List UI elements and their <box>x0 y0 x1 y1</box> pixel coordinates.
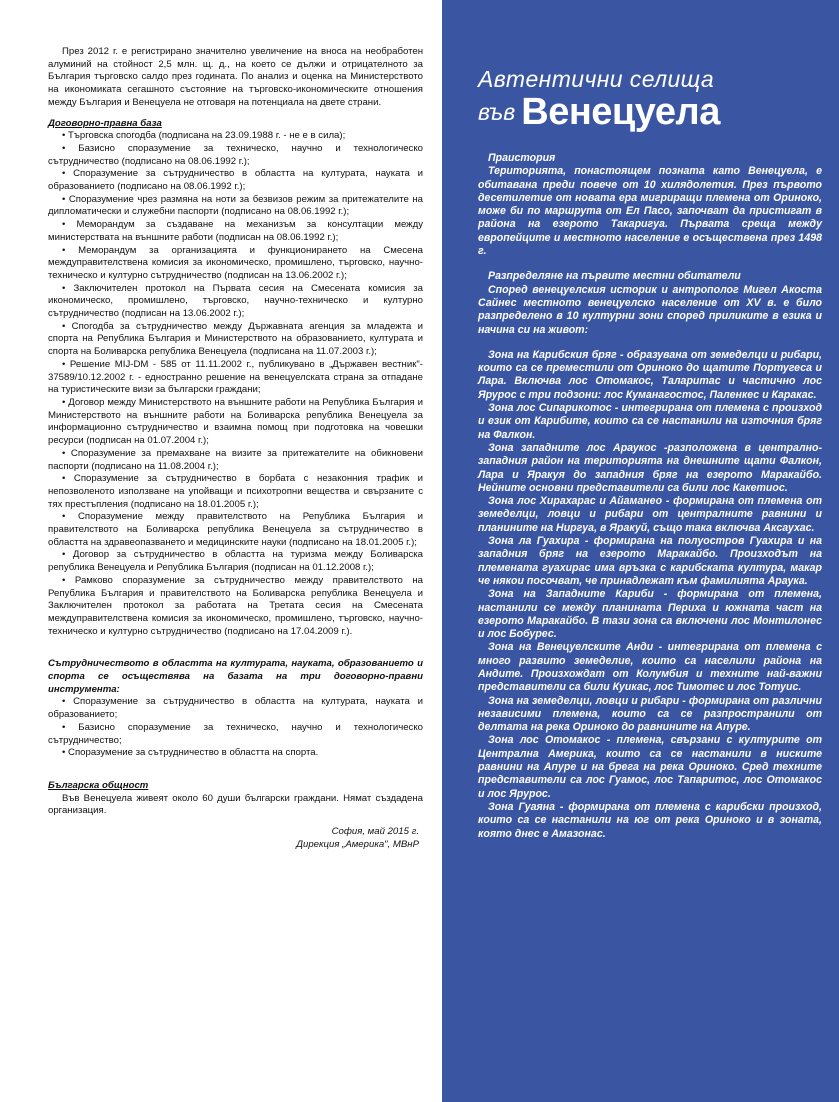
zone-name: Зона Гуаяна <box>488 800 556 813</box>
right-panel <box>442 0 839 1102</box>
legal-item: • Споразумение чрез размяна на ноти за безвизов режим за притежателите на дипломатически и служебни паспорти (подписано на 08.06.1992 г.); <box>48 193 423 218</box>
legal-item: • Меморандум за организацията и функционирането на Смесена междуправителствена комисия за икономическо, промишлено, търговско, научно-техническо и културно сътрудничество (подписан на 13.06.2002 г.); <box>48 244 423 281</box>
zone-item <box>478 402 822 442</box>
zone-description: - интегрирана от племена с произход и език от Карибите, които са се настанили на източния бряг на Фалкон. <box>478 402 822 441</box>
zone-name: Зона ла Гуахира <box>488 535 580 548</box>
legal-item: • Договор за сътрудничество в областта на туризма между Боливарска република Венецуела и Република България (подписан на 01.12.2008 г.); <box>48 549 423 574</box>
article-title <box>478 66 828 132</box>
zone-name: Зона западните лос Араукос <box>488 441 657 454</box>
zone-name: Зона на Венецуелските Анди <box>488 641 654 654</box>
legal-item: • Търговска спогодба (подписана на 23.09.1988 г. - не е в сила); <box>62 130 346 142</box>
legal-item: • Договор между Министерството на външните работи на Република България и Министерството на външните работи на Боливарска република Венецуела за информационно сътрудничество и взаимна помощ при подготовка на човешки ресурси (подписан на 01.07.2004 г.); <box>48 396 423 447</box>
prehistory-text: Територията, понастоящем позната като Венецуела, е обитавана преди повече от 10 хилядолетия. През първото десетилетие от новата ера мигриращи племена от Ориноко, може би по маршрута от Ел Пасо, започват да пристигат в района на езерото Такаригуа. Първата среща между европейците и местното население е осъществена през 1498 г. <box>478 165 822 258</box>
zone-description: - формирана от различни независими племена, които са се разпространили от делтата на река Ориноко до равнините на Апуре. <box>478 694 822 734</box>
title-main: Венецуела <box>521 91 720 133</box>
zone-description: - интегрирана от племена с много развито земеделие, които са населили района на Андите. Произхождат от Колумбия и техните най-важни представители са били Куикас, лос Тимотес и лос Тотуис. <box>478 641 822 694</box>
zone-item <box>478 641 822 694</box>
culture-heading: Сътрудничеството в областта на културата, науката, образованието и спорта се осъществява на базата на три договорно-правни инструмента: <box>48 658 423 695</box>
title-line-2 <box>478 92 828 132</box>
zone-name: Зона лос Хирахарас и Айаманео <box>488 495 663 508</box>
zone-name: Зона на Западните Кариби <box>488 588 654 601</box>
community-text: Във Венецуела живеят около 60 души български граждани. Нямат създадена организация. <box>48 792 423 817</box>
zone-item <box>478 349 822 402</box>
culture-item: • Базисно споразумение за техническо, научно и технологическо сътрудничество; <box>48 721 423 746</box>
legal-item: • Споразумение за сътрудничество в областта на културата, науката и образованието (подписано на 08.06.1992 г.); <box>48 168 423 193</box>
legal-item: • Базисно споразумение за техническо, научно и технологическо сътрудничество (подписано на 08.06.1992 г.); <box>48 142 423 167</box>
prehistory-heading: Праистория <box>488 152 556 164</box>
legal-item: • Споразумение за сътрудничество в борбата с незаконния трафик и непозволеното използване на упойващи и психотропни вещества и свързаните с тях престъпления (подписано на 18.01.2005 г.); <box>48 473 423 510</box>
zone-description: - образувана от земеделци и рибари, които са се преместили от Ориноко до щатите Португеса и Лара. Включва лос Отомакос, Таларитас и частично лос Ярурос с три подзони: лос Куманагостос, Паленкес и Каракас. <box>478 348 822 401</box>
culture-list <box>48 696 423 760</box>
zone-name: Зона лос Сипарикотос <box>488 402 612 415</box>
zone-item <box>478 495 822 535</box>
legal-item: • Решение MIJ-DM - 585 от 11.11.2002 г., публикувано в „Държавен вестник"- 37589/10.12.2002 г. - едностранно решение на венецуелската страна за отпадане на туристическите визи за български граждани; <box>48 358 423 396</box>
legal-item: • Спогодба за сътрудничество между Държавната агенция за младежта и спорта на Република България и Министерството на образованието, културата и спорта на Боливарска република Венецуела (подписана на 11.07.2003 г.); <box>48 320 423 358</box>
zone-name: Зона лос Отомакос <box>488 734 601 747</box>
community-heading: Българска общност <box>48 779 149 791</box>
legal-item: • Споразумение между правителството на Република България и правителството на Боливарска република Венецуела за сътрудничество в областта на здравеопазването и медицинските науки (подписано на 18.01.2005 г.); <box>48 511 423 548</box>
right-text-block <box>478 152 822 841</box>
legal-item: • Заключителен протокол на Първата сесия на Смесената комисия за икономическо, промишлено, търговско, научно-техническо и културно сътрудничество (подписан на 13.06.2002 г.); <box>48 282 423 320</box>
zone-item <box>478 588 822 641</box>
zone-item <box>478 734 822 800</box>
zone-description: - формирана от племена, настанили се между планината Периха и южната част на езерото Маракайбо. В тази зона са включени лос Монтилонес и лос Бобурес. <box>478 588 822 641</box>
zone-name: Зона на Карибския бряг <box>488 348 617 361</box>
zone-description: - племена, свързани с културите от Централна Америка, които са се настанили в ниските равнини на Апуре и на брега на река Ориноко. Сред техните представители са лос Гуамос, лос Тапаритос, лос Отомакос и лос Ярурос. <box>478 734 822 800</box>
distribution-heading: Разпределяне на първите местни обитатели <box>488 270 741 283</box>
zone-item <box>478 535 822 588</box>
legal-item: • Меморандум за създаване на механизъм за консултации между министерствата на външните работи (подписан на 08.06.1992 г.); <box>48 219 423 243</box>
zone-description: - формирана от племена от земеделци, ловци и рибари от централните равнини и планините на Ниргуа, в Яракуй, също така включва Аксаухас. <box>478 495 822 534</box>
signature-org: Дирекция „Америка", МВнР <box>296 838 419 850</box>
signature-place: София, май 2015 г. <box>331 826 419 838</box>
left-text-block <box>48 46 423 851</box>
legal-item: • Споразумение за премахване на визите за притежателите на обикновени паспорти (подписано на 11.08.2004 г.); <box>48 447 423 472</box>
legal-item: • Рамково споразумение за сътрудничество между правителството на Република България и правителството на Боливарска република Венецуела и Заключителен протокол за работата на Третата сесия на Смесената междуправителствена комисия за икономическо, промишлено, търговско, научно-техническо и културно сътрудничество (подписано на 17.04.2009 г.). <box>48 574 423 637</box>
legal-list <box>48 130 423 638</box>
culture-item: • Споразумение за сътрудничество в областта на културата, науката и образованието; <box>48 696 423 721</box>
zone-description: -разположена в централно-западния район на територията на днешните щати Фалкон, Лара и Яракуя до западния бряг на езерото Маракайбо. Нейните основни представители са били лос Какетиос. <box>478 441 822 494</box>
zone-item <box>478 801 822 841</box>
distribution-text: Според венецуелския историк и антрополог Мигел Акоста Сайнес местното венецуелско население от XV в. е било разпределено в 10 културни зони според приликите в езика и начина си на живот: <box>478 283 822 336</box>
zone-item <box>478 442 822 495</box>
legal-heading: Договорно-правна база <box>48 117 162 129</box>
zone-name: Зона на земеделци, ловци и рибари <box>488 694 680 707</box>
culture-item: • Споразумение за сътрудничество в областта на спорта. <box>62 747 319 759</box>
zone-item <box>478 695 822 735</box>
title-prefix: във <box>478 99 516 125</box>
title-line-1: Автентични селища <box>478 66 715 92</box>
intro-paragraph: През 2012 г. е регистрирано значително увеличение на вноса на необработен алуминий на стойност 2,5 млн. щ. д., на което се дължи и отрицателното за България търговско салдо през годината. По анализ и оценка на Министерството на икономиката сегашното състояние на търговско-икономическите отношения между България и Венецуела не отговаря на потенциала на двете страни. <box>48 46 423 108</box>
zones-list <box>478 349 822 841</box>
zone-description: - формирана на полуостров Гуахира и на западния бряг на езерото Маракайбо. Произходът на племената гуахирас има връзка с карибската култура, макар че някои посочват, че принадлежат към фамилията Араука. <box>478 535 822 587</box>
zone-description: - формирана от племена с карибски произход, които са се настанили на юг от река Ориноко и в зоната, която днес е Амазонас. <box>478 800 823 840</box>
